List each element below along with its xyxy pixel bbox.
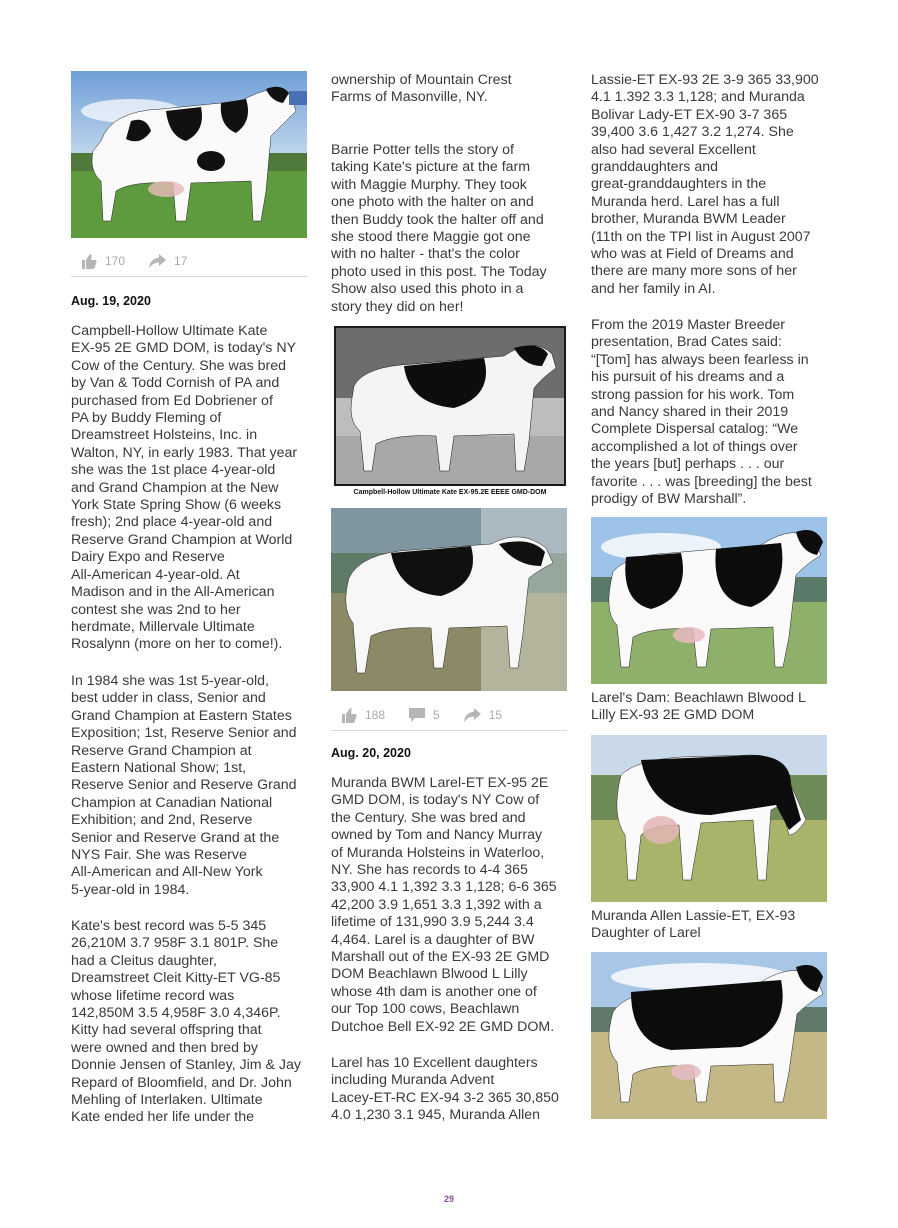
lassie-photo xyxy=(591,735,827,902)
like-stat[interactable] xyxy=(81,254,125,269)
share-arrow-icon xyxy=(149,254,166,268)
social-stats-bar-2 xyxy=(331,700,567,731)
share-arrow-icon xyxy=(464,708,481,722)
barrie-potter-paragraph: Barrie Potter tells the story of taking Kate's picture at the farm with Maggie Murphy. They took one photo with the halter on and then Buddy took the halter off and she stood there Maggie got one with no halter - that's the color photo used in this post. The Today Show also used this photo in a story they did on her! xyxy=(331,142,547,315)
comment-stat[interactable] xyxy=(409,708,440,722)
share-stat[interactable] xyxy=(149,254,187,268)
kate-paragraph-1: Campbell-Hollow Ultimate Kate EX-95 2E GMD DOM, is today's NY Cow of the Century. She was bred by Van & Todd Cornish of PA and purchased from Ed Dobriener of PA by Buddy Fleming of Dreamstreet Holsteins, Inc. in Walton, NY, in early 1983. That year she was the 1st place 4-year-old and Grand Champion at the New York State Spring Show (6 weeks fresh); 2nd place 4-year-old and Reserve Grand Champion at World Dairy Expo and Reserve All-American 4-year-old. At Madison and in the All-American contest she was 2nd to her herdmate, Millervale Ultimate Rosalynn (more on her to come!). xyxy=(71,323,298,653)
share-count: 17 xyxy=(174,254,188,268)
bw-photo-caption: Campbell-Hollow Ultimate Kate EX-95.2E EEEE GMD-DOM xyxy=(353,489,547,496)
larel-paragraph-3: Lassie-ET EX-93 2E 3-9 365 33,900 4.1 1.392 3.3 1,128; and Muranda Bolivar Lady-ET EX-90 3-7 365 39,400 3.6 1,427 3.2 1,274. She also had several Excellent granddaughters and great-granddaughters in the Muranda herd. Larel has a full brother, Muranda BWM Leader (11th on the TPI list in August 2007 who was at Field of Dreams and there are many more sons of her and her family in AI. xyxy=(591,72,819,297)
thumbs-up-icon xyxy=(81,254,97,269)
kate-color-photo xyxy=(71,71,307,238)
share-stat[interactable] xyxy=(464,708,502,722)
post-date: Aug. 19, 2020 xyxy=(71,294,151,308)
kate-paragraph-2: In 1984 she was 1st 5-year-old, best udder in class, Senior and Grand Champion at Eastern States Exposition; 1st, Reserve Senior and Reserve Grand Champion at Eastern National Show; 1st, Reserve Senior and Reserve Grand Champion at Canadian National Exhibition; and 2nd, Reserve Senior and Reserve Grand at the NYS Fair. She was Reserve All-American and All-New York 5-year-old in 1984. xyxy=(71,673,297,898)
lassie-caption: Muranda Allen Lassie-ET, EX-93 Daughter of Larel xyxy=(591,908,796,942)
lilly-photo xyxy=(591,517,827,684)
kate-bw-photo xyxy=(334,326,566,498)
post-date: Aug. 20, 2020 xyxy=(331,746,411,760)
descendant-photo xyxy=(591,952,827,1119)
larel-paragraph-1: Muranda BWM Larel-ET EX-95 2E GMD DOM, is today's NY Cow of the Century. She was bred and owned by Tom and Nancy Murray of Muranda Holsteins in Waterloo, NY. She has records to 4-4 365 33,900 4.1 1,392 3.3 1,128; 6-6 365 42,200 3.9 1,651 3.3 1,392 with a lifetime of 131,990 3.9 5,244 3.4 4,464. Larel is a daughter of BW Marshall out of the EX-93 2E GMD DOM Beachlawn Blwood L Lilly whose 4th dam is another one of our Top 100 cows, Beachlawn Dutchoe Bell EX-92 2E GMD DOM. xyxy=(331,775,557,1035)
social-stats-bar xyxy=(71,246,307,277)
comment-bubble-icon xyxy=(409,708,425,722)
like-count: 170 xyxy=(105,254,126,268)
like-stat[interactable] xyxy=(341,708,385,723)
kate-paragraph-3: Kate's best record was 5-5 345 26,210M 3.7 958F 3.1 801P. She had a Cleitus daughter, Dreamstreet Cleit Kitty-ET VG-85 whose lifetime record was 142,850M 3.5 4,958F 3.0 4,346P. Kitty had several offspring that were owned and then bred by Donnie Jensen of Stanley, Jim & Jay Repard of Bloomfield, and Dr. John Mehling of Interlaken. Ultimate Kate ended her life under the xyxy=(71,918,302,1126)
share-count: 15 xyxy=(488,708,503,722)
lilly-caption: Larel's Dam: Beachlawn Blwood L Lilly EX-93 2E GMD DOM xyxy=(591,690,806,724)
master-breeder-paragraph: From the 2019 Master Breeder presentation, Brad Cates said: “[Tom] has always been fearless in his pursuit of his dreams and a strong passion for his work. Tom and Nancy shared in their 2019 Complete Dispersal catalog: “We accomplished a lot of things over the years [but] perhaps . . . our favorite . . . was [breeding] the best prodigy of BW Marshall”. xyxy=(591,317,812,508)
page-number: 29 xyxy=(443,1194,454,1204)
thumbs-up-icon xyxy=(341,708,357,723)
kate-faded-color-photo xyxy=(331,508,567,691)
like-count: 188 xyxy=(365,708,386,722)
larel-paragraph-2: Larel has 10 Excellent daughters including Muranda Advent Lacey-ET-RC EX-94 3-2 365 30,850 4.0 1,230 3.1 945, Muranda Allen xyxy=(331,1055,559,1124)
kate-paragraph-4: ownership of Mountain Crest Farms of Masonville, NY. xyxy=(331,72,512,106)
comment-count: 5 xyxy=(433,708,440,722)
